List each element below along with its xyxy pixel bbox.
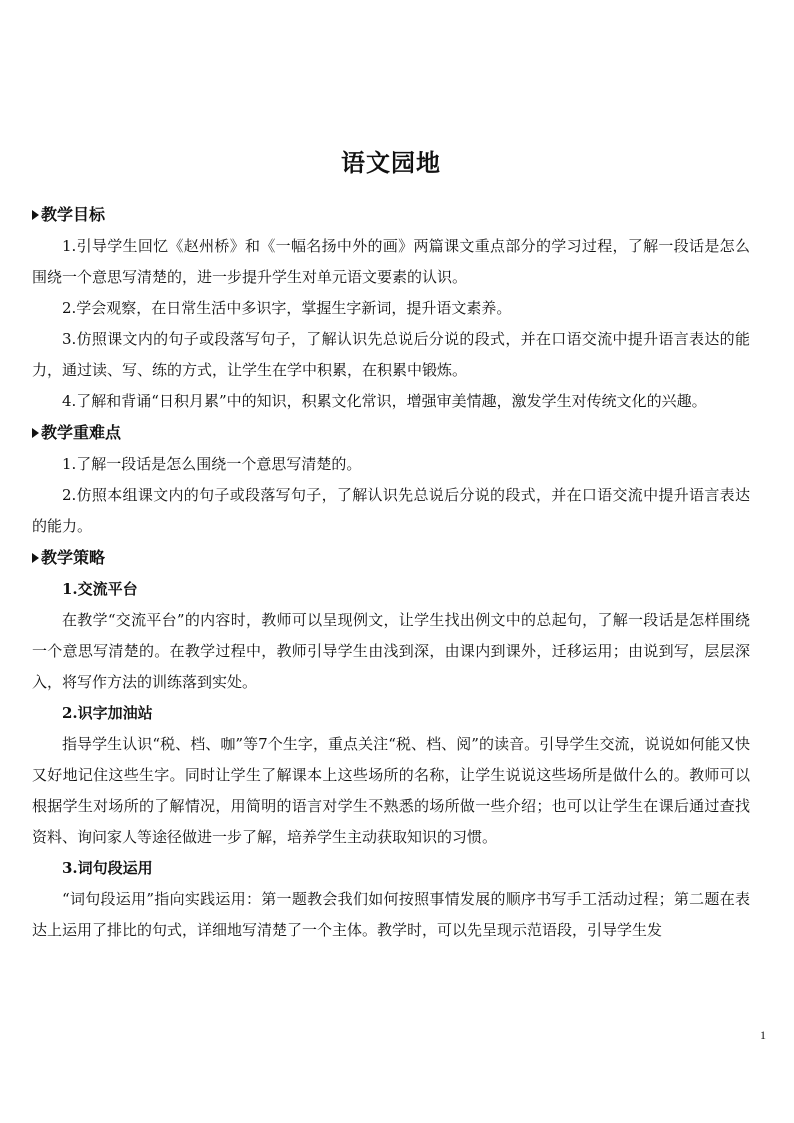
goal-item-4: 4.了解和背诵“日积月累”中的知识，积累文化常识，增强审美情趣，激发学生对传统文化的兴趣。 — [62, 392, 707, 410]
page-title: 语文园地 — [341, 148, 441, 177]
page-number: 1 — [760, 1028, 766, 1042]
strategy-paragraph: 指导学生认识“税、档、咖”等7个生字，重点关注“税、档、阅”的读音。引导学生交流，说说如何能又快又好地记住这些生字。同时让学生了解课本上这些场所的名称，让学生说说这些场所是做什么的。教师可以根据学生对场所的了解情况，用简明的语言对学生不熟悉的场所做一些介绍；也可以让学生在课后通过查找资料、询问家人等途径做进一步了解，培养学生主动获取知识的习惯。 — [32, 735, 750, 846]
subheading-word-sentence-usage: 3.词句段运用 — [62, 859, 153, 877]
goal-item-1: 1.引导学生回忆《赵州桥》和《一幅名扬中外的画》两篇课文重点部分的学习过程，了解一段话是怎么围绕一个意思写清楚的，进一步提升学生对单元语文要素的认识。 — [32, 237, 750, 286]
triangle-bullet-icon — [32, 210, 39, 220]
strategy-paragraph: “词句段运用”指向实践运用：第一题教会我们如何按照事情发展的顺序书写手工活动过程；第二题在表达上运用了排比的句式，详细地写清楚了一个主体。教学时，可以先呈现示范语段，引导学生发 — [32, 890, 750, 939]
section-key-difficulties — [32, 417, 750, 542]
triangle-bullet-icon — [32, 428, 39, 438]
section-teaching-strategy — [32, 542, 750, 946]
section-heading-text: 教学重难点 — [41, 423, 122, 442]
section-heading — [32, 542, 750, 574]
section-heading-text: 教学目标 — [41, 205, 106, 224]
section-teaching-goals — [32, 199, 750, 417]
section-heading — [32, 199, 750, 231]
goal-item-2: 2.学会观察，在日常生活中多识字，掌握生字新词，提升语文素养。 — [62, 299, 512, 317]
subheading-literacy-station: 2.识字加油站 — [62, 704, 153, 722]
difficulty-item-2: 2.仿照本组课文内的句子或段落写句子，了解认识先总说后分说的段式，并在口语交流中提升语言表达的能力。 — [32, 486, 750, 535]
strategy-paragraph: 在教学“交流平台”的内容时，教师可以呈现例文，让学生找出例文中的总起句，了解一段话是怎样围绕一个意思写清楚的。在教学过程中，教师引导学生由浅到深，由课内到课外，迁移运用；由说到写，层层深入，将写作方法的训练落到实处。 — [32, 611, 750, 691]
triangle-bullet-icon — [32, 553, 39, 563]
subheading-exchange-platform: 1.交流平台 — [62, 580, 138, 598]
goal-item-3: 3.仿照课文内的句子或段落写句子，了解认识先总说后分说的段式，并在口语交流中提升语言表达的能力，通过读、写、练的方式，让学生在学中积累，在积累中锻炼。 — [32, 330, 750, 379]
difficulty-item-1: 1.了解一段话是怎么围绕一个意思写清楚的。 — [62, 455, 362, 473]
section-heading-text: 教学策略 — [41, 548, 106, 567]
section-heading — [32, 417, 750, 449]
